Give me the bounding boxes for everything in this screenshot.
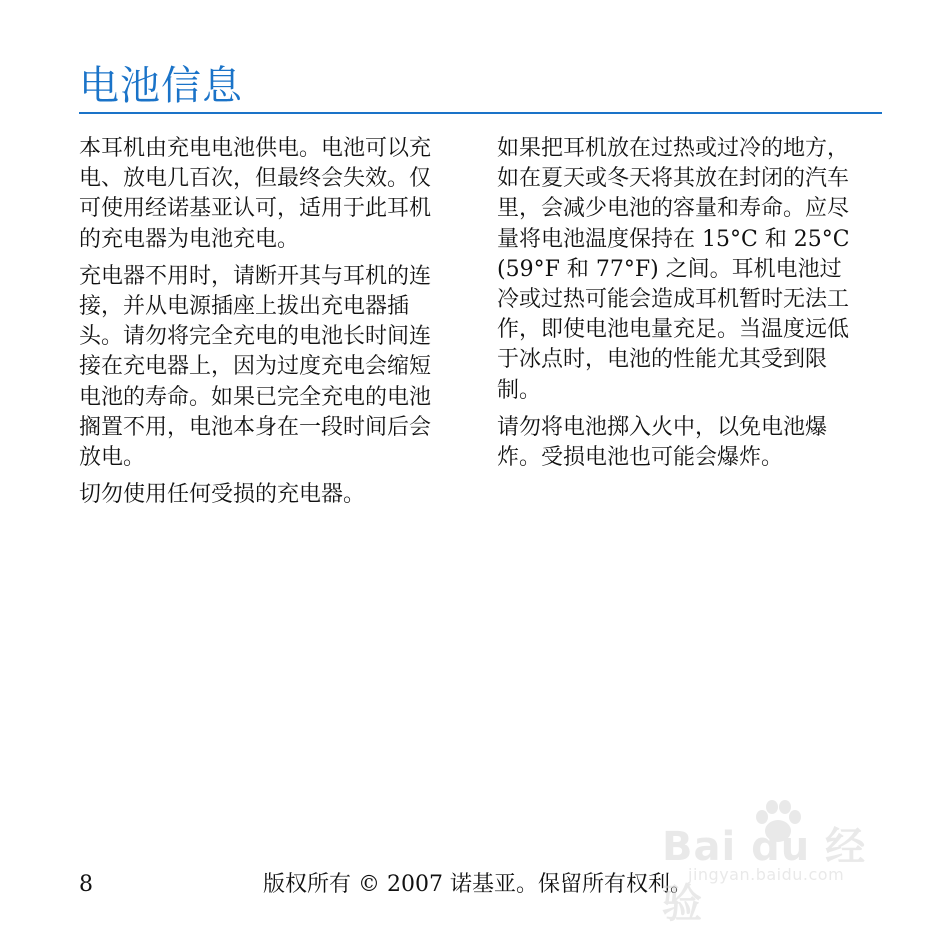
- paragraph: 如果把耳机放在过热或过冷的地方，如在夏天或冬天将其放在封闭的汽车里，会减少电池的容量和寿命。应尽量将电池温度保持在 15°C 和 25°C (59°F 和 77°F) 之间。耳机电池过冷或过热可能会造成耳机暂时无法工作，即使电池电量充足。当温度远低于冰点时，电池的性能尤其受到限制。: [497, 136, 850, 403]
- right-column: [497, 134, 859, 480]
- paragraph: 切勿使用任何受损的充电器。: [79, 482, 366, 508]
- page-title: 电池信息: [79, 63, 243, 109]
- baidu-watermark: [662, 795, 892, 927]
- left-column: [79, 134, 441, 517]
- paragraph: 本耳机由充电电池供电。电池可以充电、放电几百次，但最终会失效。仅可使用经诺基亚认可，适用于此耳机的充电器为电池充电。: [79, 136, 432, 252]
- copyright-footer: 版权所有 © 2007 诺基亚。保留所有权利。: [263, 872, 692, 897]
- paragraph: 充电器不用时，请断开其与耳机的连接，并从电源插座上拔出充电器插头。请勿将完全充电的电池长时间连接在充电器上，因为过度充电会缩短电池的寿命。如果已完全充电的电池搁置不用，电池本身在一段时间后会放电。: [79, 263, 432, 471]
- watermark-url: jingyan.baidu.com: [688, 865, 845, 884]
- paragraph: 请勿将电池掷入火中，以免电池爆炸。受损电池也可能会爆炸。: [497, 414, 828, 471]
- title-rule: [79, 112, 882, 114]
- page-number: 8: [79, 872, 93, 897]
- watermark-logo: Bai du 经验: [662, 824, 867, 927]
